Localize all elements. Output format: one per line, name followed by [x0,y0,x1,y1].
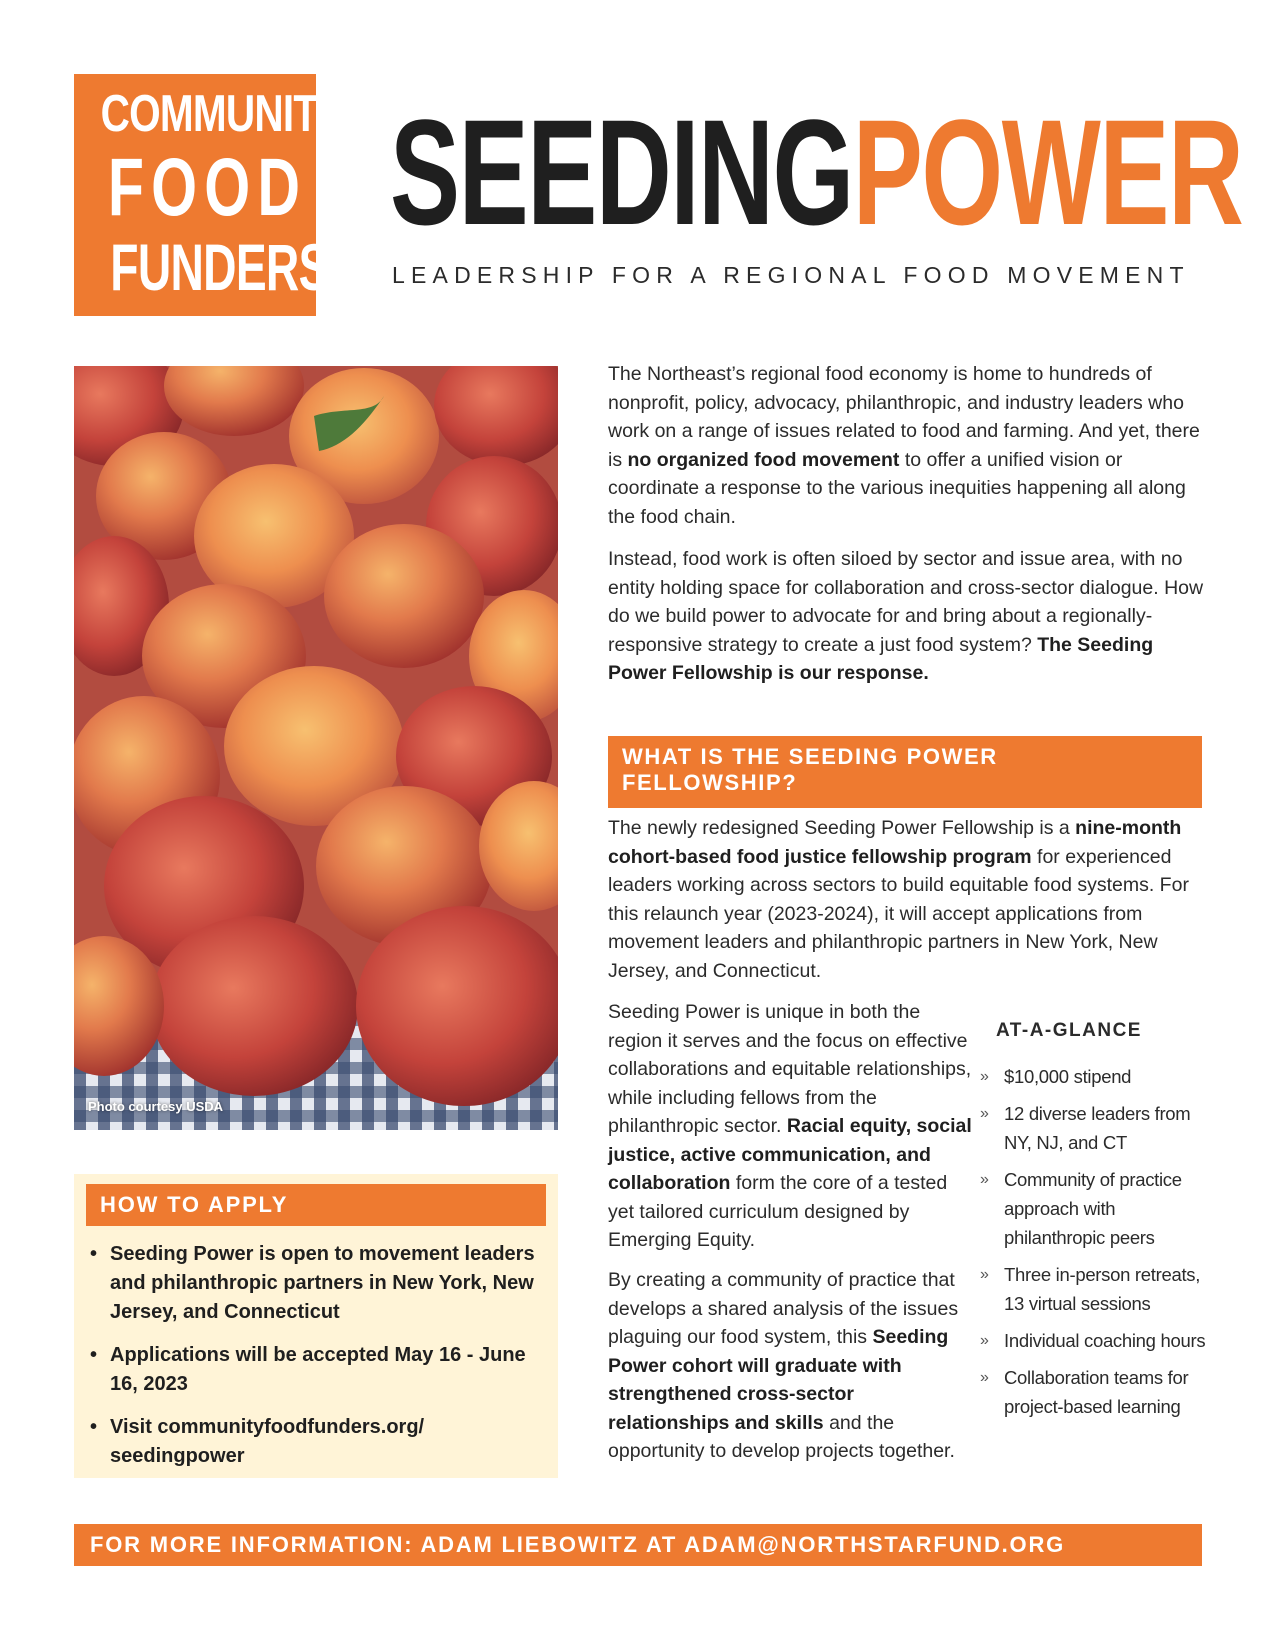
logo-line-funders: FUNDERS [110,230,329,304]
bullet-icon: • [90,1243,98,1265]
chevron-right-icon: » [980,1105,989,1122]
what-is-emphasis-1: nine-month cohort-based food justice fellowship program [608,817,1182,868]
peaches-photo [74,366,558,1130]
how-to-apply-list [90,1240,542,1485]
peaches-illustration [74,366,558,1130]
what-is-emphasis-2: Racial equity, social justice, active communication, and collaboration [608,1115,972,1194]
at-a-glance-title: AT-A-GLANCE [996,1020,1142,1041]
how-to-apply-heading: HOW TO APPLY [86,1184,546,1226]
glance-item: » Individual coaching hours [980,1326,1212,1355]
bullet-icon: • [90,1416,98,1438]
title-power: POWER [852,88,1243,256]
what-is-paragraph-2: Seeding Power is unique in both the region it serves and the focus on effective collaborations and equitable relationships, while including fellows from the philanthropic sector. Racial equity, social justice, active communication, and collaboration form the core of a tested yet tailored curriculum designed by Emerging Equity. [608,1001,972,1251]
apply-item: • Seeding Power is open to movement leaders and philanthropic partners in New York, New Jersey, and Connecticut [90,1240,542,1327]
page-subtitle: LEADERSHIP FOR A REGIONAL FOOD MOVEMENT [392,262,1190,288]
chevron-right-icon: » [980,1332,989,1349]
chevron-right-icon: » [980,1068,989,1085]
what-is-paragraph-1: The newly redesigned Seeding Power Fellowship is a nine-month cohort-based food justice fellowship program for experienced leaders working across sectors to build equitable food systems. For this relaunch year (2023-2024), it will accept applications from movement leaders and philanthropic partners in New York, New Jersey, and Connecticut. [608,817,1189,982]
page-title [390,88,1243,256]
intro-paragraph-2: Instead, food work is often siloed by sector and issue area, with no entity holding space for collaboration and cross-sector dialogue. How do we build power to advocate for and bring about a regionally-responsive strategy to create a just food system? The Seeding Power Fellowship is our response. [608,548,1204,684]
what-is-heading-line-2: FELLOWSHIP? [622,770,798,795]
glance-item: » 12 diverse leaders from NY, NJ, and CT [980,1099,1212,1157]
apply-item-website[interactable]: • Visit communityfoodfunders.org/ seedingpower [90,1413,542,1471]
chevron-right-icon: » [980,1266,989,1283]
photo-credit: Photo courtesy USDA [88,1099,224,1114]
glance-item: » Community of practice approach with philanthropic peers [980,1165,1212,1252]
glance-item: » $10,000 stipend [980,1062,1212,1091]
chevron-right-icon: » [980,1369,989,1386]
what-is-section-heading [608,736,1202,808]
intro-emphasis-2: The Seeding Power Fellowship is our response. [608,633,1154,684]
title-seeding: SEEDING [390,88,853,256]
glance-item: » Three in-person retreats, 13 virtual sessions [980,1260,1212,1318]
at-a-glance-list [980,1062,1212,1429]
what-is-heading-line-1: WHAT IS THE SEEDING POWER [622,744,998,769]
bullet-icon: • [90,1344,98,1366]
chevron-right-icon: » [980,1171,989,1188]
contact-footer: FOR MORE INFORMATION: ADAM LIEBOWITZ AT ADAM@NORTHSTARFUND.ORG [74,1524,1202,1566]
glance-item: » Collaboration teams for project-based learning [980,1363,1212,1421]
intro-emphasis-1: no organized food movement [627,448,900,471]
what-is-emphasis-3: Seeding Power cohort will graduate with strengthened cross-sector relationships and skills [608,1326,949,1434]
apply-item: • Applications will be accepted May 16 - June 16, 2023 [90,1341,542,1399]
intro-paragraph-1: The Northeast’s regional food economy is home to hundreds of nonprofit, policy, advocacy, philanthropic, and industry leaders who work on a range of issues related to food and farming. And yet, there is no organized food movement to offer a unified vision or coordinate a response to the various inequities happening all along the food chain. [608,363,1200,528]
community-food-funders-logo [74,74,344,316]
logo-line-food: FOOD [107,142,308,233]
logo-line-community: COMMUNITY [100,85,344,143]
what-is-paragraph-3: By creating a community of practice that develops a shared analysis of the issues plaguing our food system, this Seeding Power cohort will graduate with strengthened cross-sector relationships and skills and the opportunity to develop projects together. [608,1269,959,1462]
